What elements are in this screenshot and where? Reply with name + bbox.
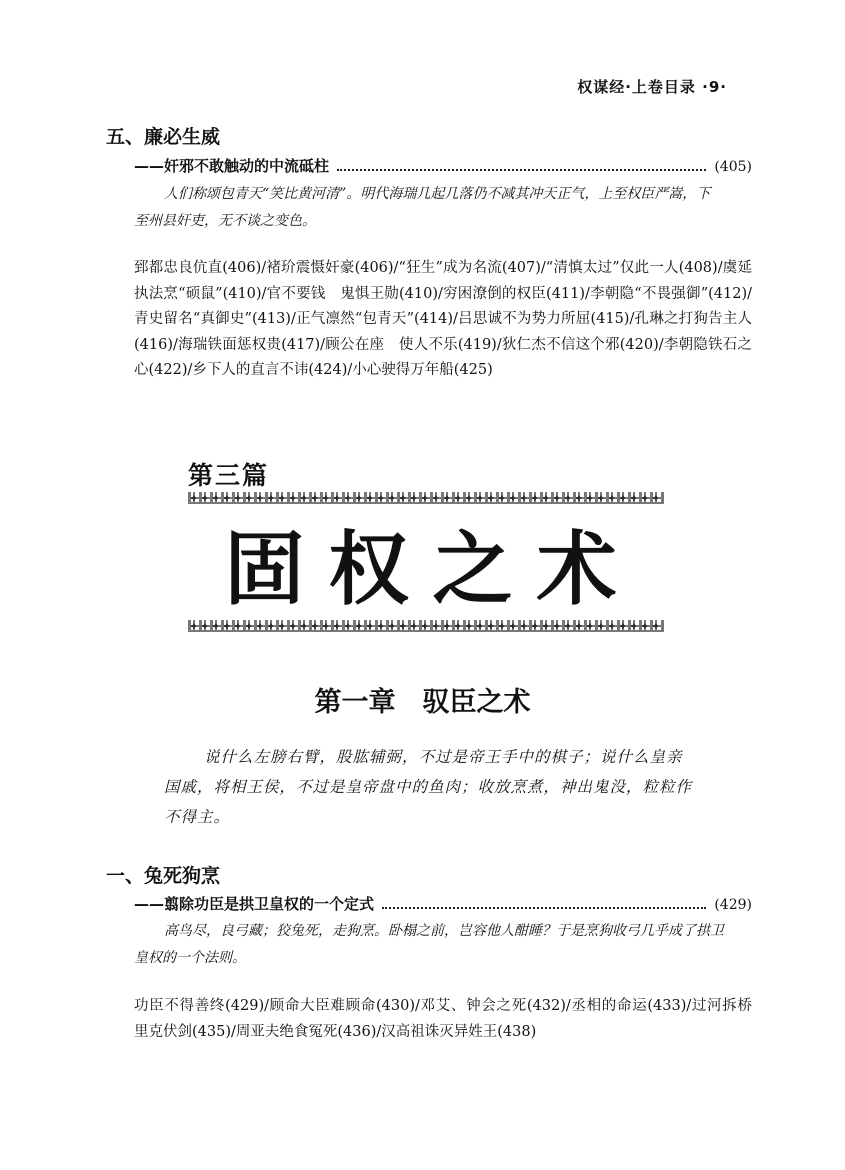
ornament-border-bottom [188, 620, 664, 632]
section-summary-5: 人们称颂包青天“笑比黄河清”。明代海瑞几起几落仍不减其冲天正气，上至权臣严嵩，下至州县奸吏，无不谈之变色。 [134, 186, 711, 229]
dot-leader [382, 907, 706, 909]
toc-entry-title: ——翦除功臣是拱卫皇权的一个定式 [134, 895, 375, 913]
toc-entry-5[interactable] [134, 155, 752, 176]
section-items-1: 功臣不得善终(429)/顾命大臣难顾命(430)/邓艾、钟会之死(432)/丞相的命运(433)/过河拆桥 里克伏剑(435)/周亚夫绝食冤死(436)/汉高祖诛灭异姓王(438) [134, 998, 767, 1040]
toc-entry-1[interactable] [134, 893, 752, 914]
section-title-5: 五、廉必生威 [106, 126, 221, 148]
section-title-1: 一、兔死狗烹 [106, 865, 221, 887]
running-head: 权谋经·上卷目录 ·9· [577, 78, 727, 96]
toc-entry-page: (429) [714, 897, 752, 913]
section-items-5: 郅都忠良伉直(406)/褚玠震慑奸豪(406)/“狂生”成为名流(407)/“清慎太过”仅此一人(408)/虞延执法烹“硕鼠”(410)/官不要钱 鬼惧王勋(410)/穷困潦倒的权臣(411)/李朝隐“不畏强御”(412)/青史留名“真御史”(413)/正气凛然“包青天”(414)/吕思诚不为势力所屈(415)/孔琳之打狗告主人(416)/海瑞铁面惩权贵(417)/顾公在座 使人不乐(419)/狄仁杰不信这个邪(420)/李朝隐铁石之心(422)/乡下人的直言不讳(424)/小心驶得万年船(425) [134, 260, 752, 378]
section-summary-1: 高鸟尽，良弓藏；狡兔死，走狗烹。卧榻之前，岂容他人酣睡？于是烹狗收弓几乎成了拱卫皇权的一个法则。 [134, 923, 724, 966]
toc-entry-title: ——奸邪不敢触动的中流砥柱 [134, 157, 330, 175]
part-title: 固权之术 [224, 523, 641, 616]
part-label: 第三篇 [188, 461, 270, 490]
toc-entry-page: (405) [714, 159, 752, 175]
chapter-title: 第一章 驭臣之术 [314, 687, 531, 718]
dot-leader [337, 169, 706, 171]
chapter-intro: 说什么左膀右臂，股肱辅弼，不过是帝王手中的棋子；说什么皇亲国戚，将相王侯，不过是皇帝盘中的鱼肉；收放烹煮，神出鬼没，粒粒作不得主。 [164, 748, 693, 826]
ornament-border-top [188, 492, 664, 504]
